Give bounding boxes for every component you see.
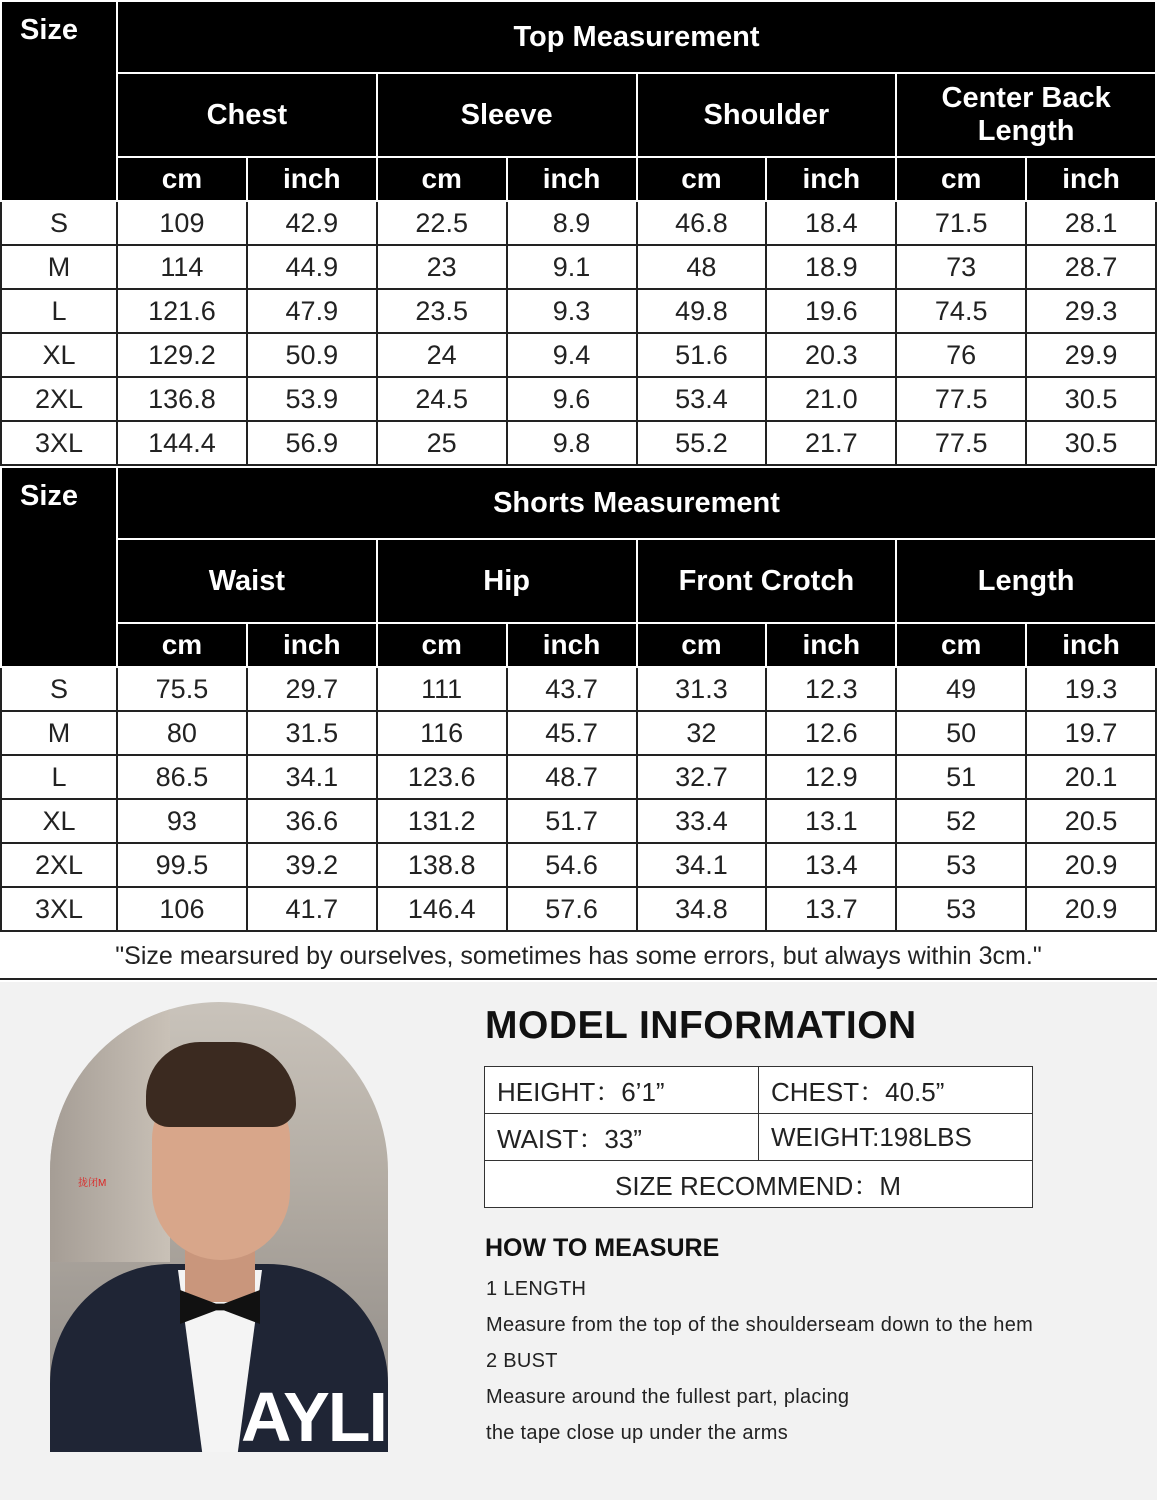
- model-weight: WEIGHT:198LBS: [759, 1114, 1033, 1161]
- table-row: [1, 755, 1156, 799]
- measurement-cell: 20.1: [1026, 755, 1156, 799]
- group-header: Sleeve: [377, 73, 637, 157]
- size-recommend: SIZE RECOMMEND：M: [485, 1161, 1033, 1208]
- measurement-cell: 116: [377, 711, 507, 755]
- measurement-cell: 9.8: [507, 421, 637, 465]
- group-header: Hip: [377, 539, 637, 623]
- measurement-cell: 51.7: [507, 799, 637, 843]
- table-row: [1, 377, 1156, 421]
- measurement-cell: 48: [637, 245, 767, 289]
- size-cell: M: [1, 711, 117, 755]
- measurement-cell: 12.9: [766, 755, 896, 799]
- unit-header: cm: [896, 157, 1026, 201]
- unit-header: cm: [377, 157, 507, 201]
- size-cell: 2XL: [1, 377, 117, 421]
- measurement-cell: 20.5: [1026, 799, 1156, 843]
- size-cell: L: [1, 289, 117, 333]
- unit-header: inch: [247, 157, 377, 201]
- size-cell: S: [1, 201, 117, 245]
- measurement-cell: 36.6: [247, 799, 377, 843]
- table-row: [1, 799, 1156, 843]
- measurement-cell: 13.7: [766, 887, 896, 931]
- measurement-cell: 53: [896, 887, 1026, 931]
- measurement-note: "Size mearsured by ourselves, sometimes has some errors, but always within 3cm.": [0, 934, 1157, 980]
- measurement-cell: 20.9: [1026, 887, 1156, 931]
- measurement-cell: 51: [896, 755, 1026, 799]
- measurement-cell: 9.3: [507, 289, 637, 333]
- measurement-cell: 31.3: [637, 667, 767, 711]
- measurement-cell: 18.9: [766, 245, 896, 289]
- measurement-cell: 54.6: [507, 843, 637, 887]
- model-info-table: [484, 1066, 1033, 1208]
- measurement-cell: 25: [377, 421, 507, 465]
- measurement-cell: 32.7: [637, 755, 767, 799]
- measurement-cell: 77.5: [896, 421, 1026, 465]
- measurement-cell: 9.1: [507, 245, 637, 289]
- photo-tag: 拢闭M: [78, 1178, 107, 1189]
- measurement-cell: 29.9: [1026, 333, 1156, 377]
- bust-text-1: Measure around the fullest part, placing: [486, 1386, 850, 1408]
- measurement-cell: 50.9: [247, 333, 377, 377]
- group-header: Center Back Length: [896, 73, 1156, 157]
- table-row: [1, 843, 1156, 887]
- table-title: Top Measurement: [117, 1, 1156, 73]
- measurement-cell: 74.5: [896, 289, 1026, 333]
- unit-header: inch: [247, 623, 377, 667]
- measurement-cell: 21.7: [766, 421, 896, 465]
- measurement-cell: 34.1: [247, 755, 377, 799]
- shorts-measurement-table: [0, 466, 1157, 932]
- size-header: Size: [1, 1, 117, 201]
- measurement-cell: 53.9: [247, 377, 377, 421]
- measurement-cell: 123.6: [377, 755, 507, 799]
- measurement-cell: 53: [896, 843, 1026, 887]
- measurement-cell: 30.5: [1026, 377, 1156, 421]
- length-title: 1 LENGTH: [486, 1278, 587, 1300]
- measurement-cell: 93: [117, 799, 247, 843]
- measurement-cell: 19.3: [1026, 667, 1156, 711]
- unit-header: cm: [117, 157, 247, 201]
- measurement-cell: 29.7: [247, 667, 377, 711]
- model-waist: WAIST：33”: [485, 1114, 759, 1161]
- measurement-cell: 146.4: [377, 887, 507, 931]
- group-header: Chest: [117, 73, 377, 157]
- size-cell: 2XL: [1, 843, 117, 887]
- measurement-cell: 73: [896, 245, 1026, 289]
- measurement-cell: 24.5: [377, 377, 507, 421]
- bust-title: 2 BUST: [486, 1350, 558, 1372]
- measurement-cell: 24: [377, 333, 507, 377]
- measurement-cell: 34.1: [637, 843, 767, 887]
- group-header: Length: [896, 539, 1156, 623]
- unit-header: inch: [766, 157, 896, 201]
- size-cell: XL: [1, 799, 117, 843]
- measurement-cell: 32: [637, 711, 767, 755]
- group-header: Waist: [117, 539, 377, 623]
- measurement-cell: 48.7: [507, 755, 637, 799]
- table-row: [1, 245, 1156, 289]
- measurement-cell: 47.9: [247, 289, 377, 333]
- unit-header: cm: [896, 623, 1026, 667]
- unit-header: cm: [637, 157, 767, 201]
- measurement-cell: 41.7: [247, 887, 377, 931]
- measurement-cell: 121.6: [117, 289, 247, 333]
- measurement-cell: 49.8: [637, 289, 767, 333]
- unit-header: cm: [117, 623, 247, 667]
- measurement-cell: 106: [117, 887, 247, 931]
- size-cell: 3XL: [1, 421, 117, 465]
- model-info-title: MODEL INFORMATION: [485, 1004, 917, 1047]
- measurement-cell: 49: [896, 667, 1026, 711]
- measurement-cell: 12.6: [766, 711, 896, 755]
- measurement-cell: 33.4: [637, 799, 767, 843]
- measurement-cell: 75.5: [117, 667, 247, 711]
- measurement-cell: 34.8: [637, 887, 767, 931]
- unit-header: inch: [1026, 623, 1156, 667]
- brand-logo: AYLI: [240, 1378, 386, 1452]
- measurement-cell: 29.3: [1026, 289, 1156, 333]
- measurement-cell: 46.8: [637, 201, 767, 245]
- model-photo: [50, 1002, 388, 1452]
- unit-header: inch: [507, 157, 637, 201]
- measurement-cell: 50: [896, 711, 1026, 755]
- measurement-cell: 13.4: [766, 843, 896, 887]
- measurement-cell: 42.9: [247, 201, 377, 245]
- measurement-cell: 80: [117, 711, 247, 755]
- size-cell: S: [1, 667, 117, 711]
- unit-header: cm: [637, 623, 767, 667]
- measurement-cell: 138.8: [377, 843, 507, 887]
- measurement-cell: 86.5: [117, 755, 247, 799]
- size-header: Size: [1, 467, 117, 667]
- measurement-cell: 19.6: [766, 289, 896, 333]
- model-chest: CHEST：40.5”: [759, 1067, 1033, 1114]
- length-text: Measure from the top of the shoulderseam down to the hem: [486, 1314, 1034, 1336]
- measurement-cell: 43.7: [507, 667, 637, 711]
- measurement-cell: 39.2: [247, 843, 377, 887]
- size-cell: L: [1, 755, 117, 799]
- measurement-cell: 71.5: [896, 201, 1026, 245]
- measurement-cell: 20.9: [1026, 843, 1156, 887]
- measurement-cell: 77.5: [896, 377, 1026, 421]
- measurement-cell: 8.9: [507, 201, 637, 245]
- measurement-cell: 109: [117, 201, 247, 245]
- measurement-cell: 55.2: [637, 421, 767, 465]
- measurement-cell: 111: [377, 667, 507, 711]
- measurement-cell: 129.2: [117, 333, 247, 377]
- measurement-cell: 9.6: [507, 377, 637, 421]
- group-header: Shoulder: [637, 73, 897, 157]
- measurement-cell: 19.7: [1026, 711, 1156, 755]
- measurement-cell: 28.7: [1026, 245, 1156, 289]
- measurement-cell: 23: [377, 245, 507, 289]
- size-cell: M: [1, 245, 117, 289]
- unit-header: inch: [1026, 157, 1156, 201]
- unit-header: cm: [377, 623, 507, 667]
- measurement-cell: 114: [117, 245, 247, 289]
- table-row: [1, 333, 1156, 377]
- measurement-cell: 76: [896, 333, 1026, 377]
- measurement-cell: 30.5: [1026, 421, 1156, 465]
- measurement-cell: 53.4: [637, 377, 767, 421]
- group-header: Front Crotch: [637, 539, 897, 623]
- measurement-cell: 52: [896, 799, 1026, 843]
- table-row: [1, 711, 1156, 755]
- table-row: [1, 421, 1156, 465]
- measurement-cell: 57.6: [507, 887, 637, 931]
- top-measurement-table: [0, 0, 1157, 466]
- measurement-cell: 22.5: [377, 201, 507, 245]
- measurement-cell: 31.5: [247, 711, 377, 755]
- unit-header: inch: [766, 623, 896, 667]
- measurement-cell: 23.5: [377, 289, 507, 333]
- measurement-cell: 56.9: [247, 421, 377, 465]
- measurement-cell: 99.5: [117, 843, 247, 887]
- size-cell: 3XL: [1, 887, 117, 931]
- measurement-cell: 136.8: [117, 377, 247, 421]
- unit-header: inch: [507, 623, 637, 667]
- size-cell: XL: [1, 333, 117, 377]
- measurement-cell: 144.4: [117, 421, 247, 465]
- measurement-cell: 44.9: [247, 245, 377, 289]
- measurement-cell: 21.0: [766, 377, 896, 421]
- measurement-cell: 18.4: [766, 201, 896, 245]
- bust-text-2: the tape close up under the arms: [486, 1422, 789, 1444]
- table-row: [1, 667, 1156, 711]
- model-section: [0, 982, 1157, 1500]
- table-row: [1, 289, 1156, 333]
- measurement-cell: 9.4: [507, 333, 637, 377]
- model-height: HEIGHT：6’1”: [485, 1067, 759, 1114]
- measurement-cell: 51.6: [637, 333, 767, 377]
- how-to-measure-title: HOW TO MEASURE: [485, 1234, 720, 1262]
- table-row: [1, 201, 1156, 245]
- measurement-cell: 12.3: [766, 667, 896, 711]
- measurement-cell: 20.3: [766, 333, 896, 377]
- measurement-cell: 45.7: [507, 711, 637, 755]
- measurement-cell: 28.1: [1026, 201, 1156, 245]
- table-row: [1, 887, 1156, 931]
- measurement-cell: 131.2: [377, 799, 507, 843]
- table-title: Shorts Measurement: [117, 467, 1156, 539]
- measurement-cell: 13.1: [766, 799, 896, 843]
